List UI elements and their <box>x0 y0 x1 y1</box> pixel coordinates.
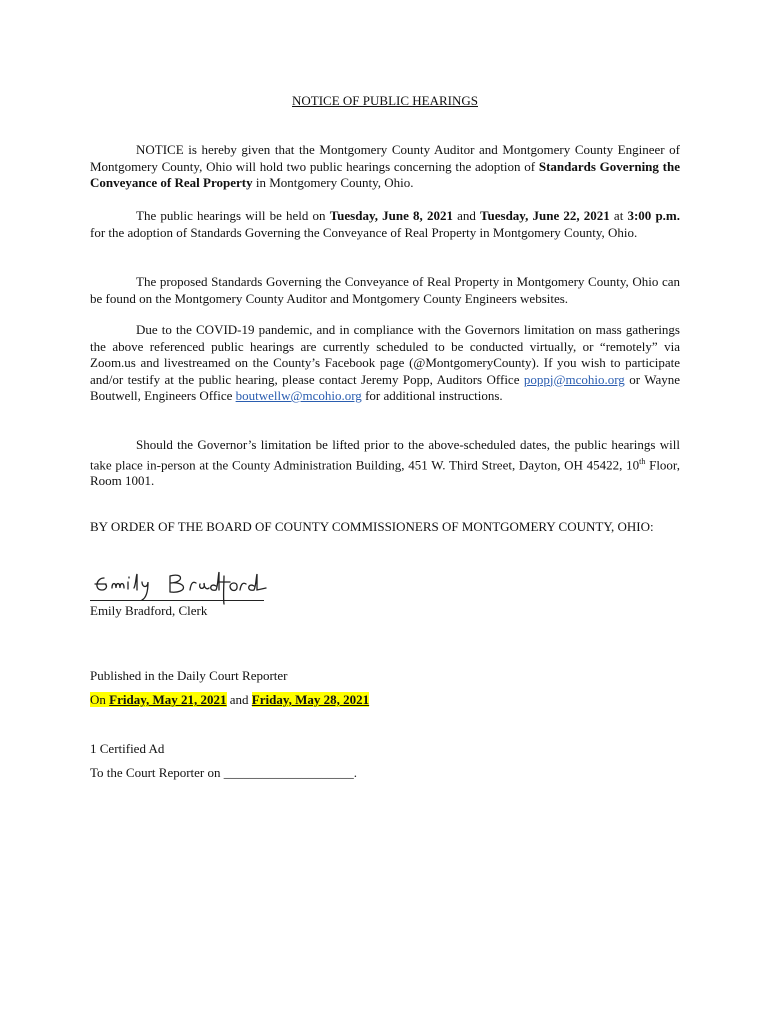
covid-text-b: or Wayne Boutwell, Engineers Office <box>90 371 680 403</box>
notice-text-b: in Montgomery County, Ohio. <box>252 175 414 190</box>
hearing-date-2: Tuesday, June 22, 2021 <box>480 208 610 223</box>
notice-text-a: NOTICE is hereby given that the Montgomery County Auditor and Montgomery County Engineer of Montgomery County, Ohio will hold two public hearings concerning the adoption of <box>90 142 680 174</box>
pub-date-1: Friday, May 21, 2021 <box>109 692 227 707</box>
hearing-and: and <box>452 208 481 223</box>
court-reporter-line: To the Court Reporter on ____________________. <box>90 765 358 780</box>
hearing-date-1: Tuesday, June 8, 2021 <box>329 208 453 223</box>
engineer-email-link[interactable]: boutwellw@mcohio.org <box>235 388 362 403</box>
covid-text-a: Due to the COVID-19 pandemic, and in compliance with the Governors limitation on mass gatherings the above referenced public hearings are currently scheduled to be conducted virtually, or “remotely” via Zoom.us and livestreamed on the County’s Facebook page (@MontgomeryCounty). If you wish to participate and/or testify at the public hearing, please contact Jeremy Popp, Auditors Office <box>90 322 680 387</box>
auditor-email-link[interactable]: poppj@mcohio.org <box>523 371 625 387</box>
hearing-time: 3:00 p.m. <box>627 208 681 223</box>
notice-paragraph <box>90 142 680 192</box>
hearing-dates-paragraph <box>90 208 680 241</box>
pub-and: and <box>226 692 252 707</box>
in-person-paragraph <box>90 437 680 490</box>
published-in: Published in the Daily Court Reporter <box>90 668 288 683</box>
floor-superscript: th <box>639 456 646 466</box>
hearing-text-a: The public hearings will be held on <box>136 208 330 223</box>
standards-location-paragraph: The proposed Standards Governing the Conveyance of Real Property in Montgomery County, Ohio can be found on the Montgomery County Auditor and Montgomery County Engineers websites. <box>90 274 680 306</box>
hearing-text-c: for the adoption of Standards Governing the Conveyance of Real Property in Montgomery County, Ohio. <box>90 224 638 240</box>
hearing-text-b: at <box>609 208 628 223</box>
handwritten-signature <box>90 568 270 608</box>
pub-date-2: Friday, May 28, 2021 <box>251 692 370 707</box>
certified-ad: 1 Certified Ad <box>90 741 165 756</box>
in-person-text-a: Should the Governor’s limitation be lifted prior to the above-scheduled dates, the public hearings will take place in-person at the County Administration Building, 451 W. Third Street, Dayton, OH 45422, 10 <box>90 437 680 472</box>
board-order: BY ORDER OF THE BOARD OF COUNTY COMMISSIONERS OF MONTGOMERY COUNTY, OHIO: <box>90 519 654 534</box>
signature-line <box>90 600 264 601</box>
publication-dates <box>90 692 369 708</box>
signer-name: Emily Bradford, Clerk <box>90 603 208 618</box>
page-title: NOTICE OF PUBLIC HEARINGS <box>292 93 478 108</box>
covid-paragraph <box>90 322 680 405</box>
standards-bold: Standards Governing the Conveyance of Real Property <box>90 158 680 190</box>
pub-on: On <box>90 692 110 707</box>
in-person-text-b: Floor, Room 1001. <box>90 456 680 489</box>
covid-text-c: for additional instructions. <box>361 388 503 403</box>
